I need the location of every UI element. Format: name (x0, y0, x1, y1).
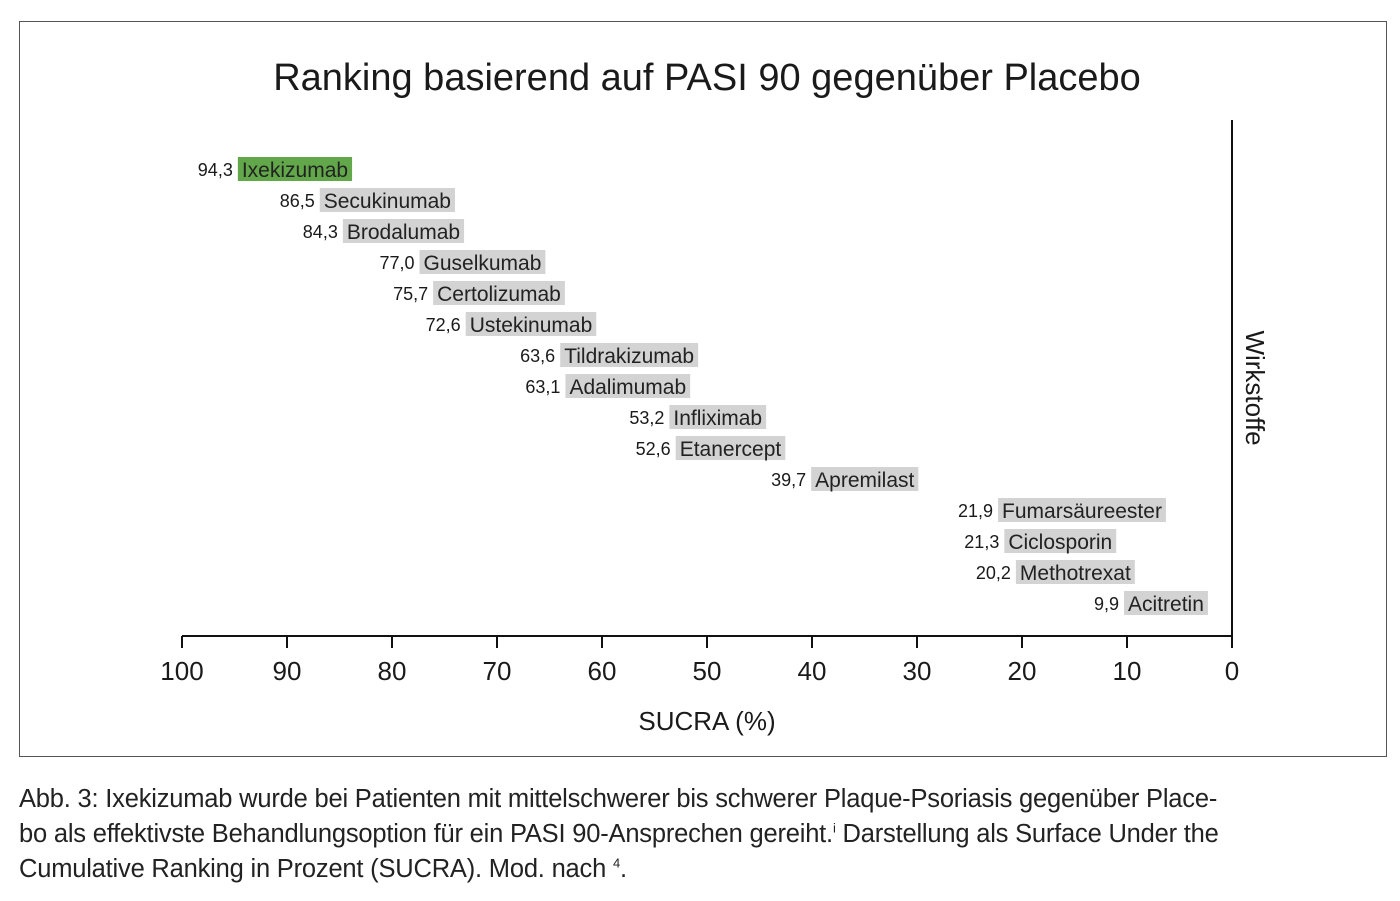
bar-name-label: Methotrexat (1019, 562, 1131, 585)
bar-item (198, 157, 352, 182)
bar-item (964, 529, 1116, 554)
bar-value-label: 39,7 (771, 470, 807, 490)
bar-value-label: 86,5 (279, 191, 315, 211)
bar-name-label: Tildrakizumab (564, 345, 695, 368)
bar-name-label: Secukinumab (323, 190, 451, 213)
caption-footnote-i: i (832, 820, 836, 836)
bar-item (525, 374, 690, 399)
bar-name-label: Fumarsäureester (1002, 500, 1162, 523)
bar-name-label: Ustekinumab (469, 314, 593, 337)
x-tick-label: 50 (692, 656, 722, 686)
x-tick-label: 80 (377, 656, 407, 686)
x-tick-label: 90 (272, 656, 302, 686)
x-tick-label: 40 (797, 656, 827, 686)
x-axis-label: SUCRA (%) (638, 706, 776, 736)
bar-item (426, 312, 597, 337)
bar-name-label: Etanercept (679, 438, 782, 461)
bar-item (393, 281, 565, 306)
bar-value-label: 21,9 (958, 501, 994, 521)
bar-name-label: Certolizumab (437, 283, 561, 306)
bar-item (1094, 591, 1208, 616)
bar-item (379, 250, 545, 275)
x-tick-label: 60 (587, 656, 617, 686)
bar-name-label: Ixekizumab (241, 159, 349, 182)
bar-item (636, 436, 786, 461)
bar-value-label: 72,6 (425, 315, 461, 335)
x-axis-ticks (160, 636, 1239, 686)
chart-frame (19, 21, 1387, 757)
bar-item (958, 498, 1166, 523)
bar-item (629, 405, 766, 430)
bar-item (976, 560, 1135, 585)
bar-name-label: Brodalumab (346, 221, 461, 244)
bar-name-label: Adalimumab (569, 376, 687, 399)
bar-value-label: 84,3 (302, 222, 338, 242)
bar-value-label: 77,0 (379, 253, 415, 273)
bar-value-label: 63,1 (525, 377, 561, 397)
bar-value-label: 52,6 (635, 439, 671, 459)
caption-footnote-4: 4 (612, 855, 620, 871)
bar-name-label: Guselkumab (423, 252, 542, 275)
bar-value-label: 20,2 (975, 563, 1011, 583)
x-tick-label: 70 (482, 656, 512, 686)
x-tick-label: 0 (1224, 656, 1240, 686)
figure-caption (19, 782, 1381, 887)
bar-item (280, 188, 455, 213)
bar-name-label: Acitretin (1128, 593, 1204, 616)
bar-item (303, 219, 464, 244)
bar-value-label: 63,6 (520, 346, 556, 366)
caption-line-1: Abb. 3: Ixekizumab wurde bei Patienten mit mittelschwerer bis schwerer Plaque-Psoriasis gegenüber Place- (19, 785, 1218, 813)
bar-value-label: 9,9 (1094, 594, 1120, 614)
caption-line-2b: Darstellung als Surface Under the (835, 820, 1219, 848)
caption-line-2: bo als effektivste Behandlungsoption für ein PASI 90-Ansprechen gereiht. (19, 820, 833, 848)
bar-item (520, 343, 698, 368)
caption-line-3: Cumulative Ranking in Prozent (SUCRA). Mod. nach (19, 855, 613, 883)
chart (20, 22, 1386, 756)
x-tick-label: 100 (160, 656, 204, 686)
x-tick-label: 20 (1007, 656, 1037, 686)
x-tick-label: 10 (1112, 656, 1142, 686)
x-tick-label: 30 (902, 656, 932, 686)
bar-name-label: Infliximab (673, 407, 763, 430)
bar-value-label: 75,7 (393, 284, 429, 304)
bar-name-label: Apremilast (815, 469, 915, 492)
y-axis-label: Wirkstoffe (1240, 330, 1270, 446)
chart-title: Ranking basierend auf PASI 90 gegenüber Placebo (273, 57, 1141, 99)
caption-line-3b: . (619, 855, 627, 883)
bar-value-label: 21,3 (964, 532, 1000, 552)
bar-name-label: Ciclosporin (1008, 531, 1113, 554)
bar-value-label: 94,3 (197, 160, 233, 180)
bars (198, 157, 1208, 616)
bar-value-label: 53,2 (629, 408, 665, 428)
bar-item (771, 467, 918, 492)
